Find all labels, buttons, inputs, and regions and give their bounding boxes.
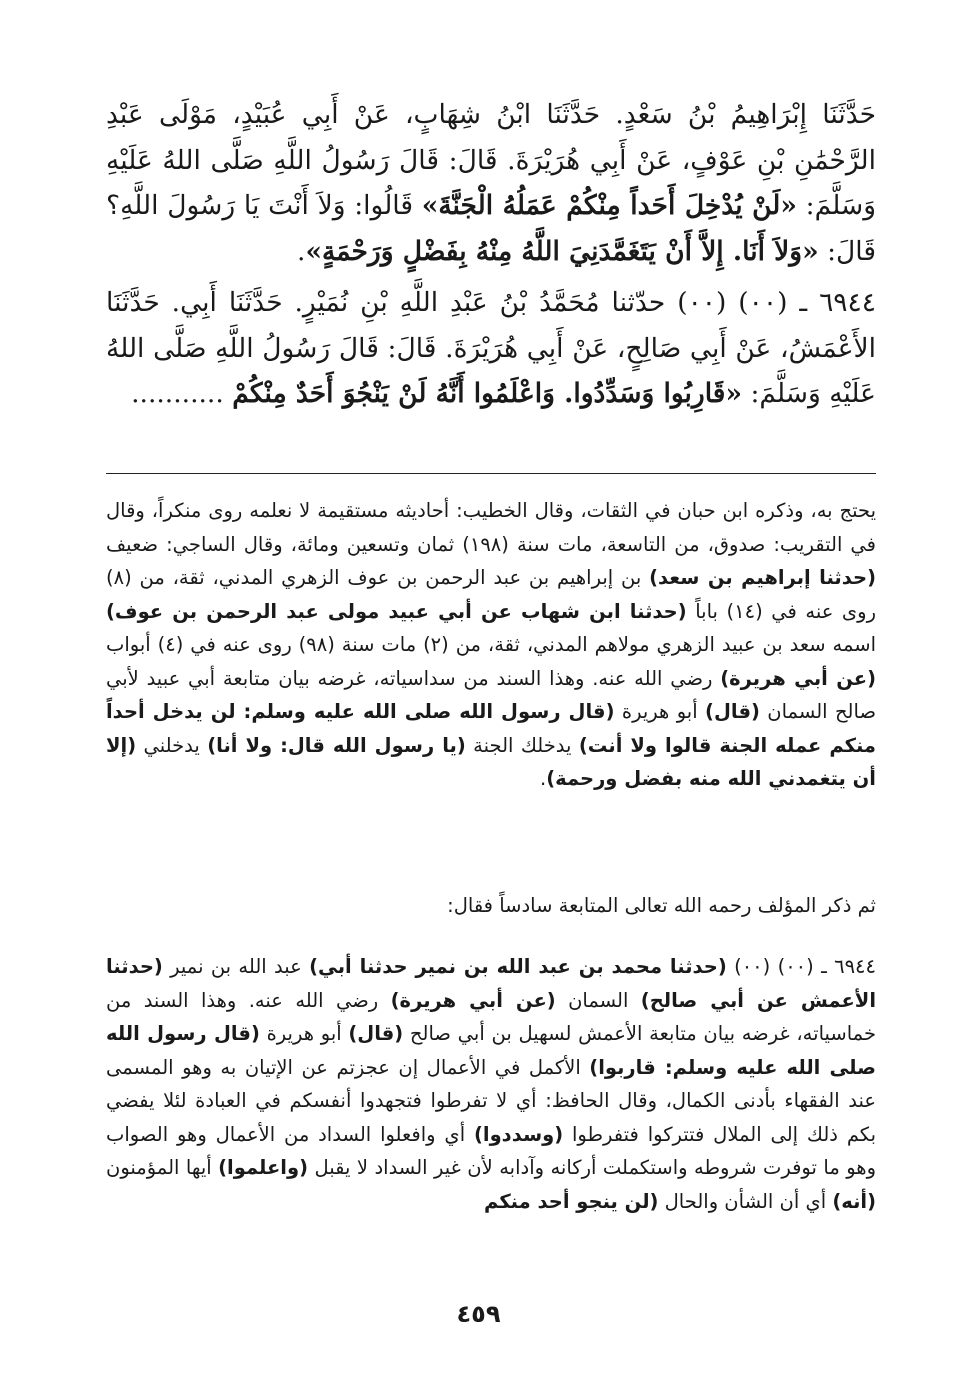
commentary-text: يدخلني [136, 733, 208, 757]
quoted-narration: (قال رسول الله صلى الله عليه وسلم: قاربوا) [106, 1022, 876, 1079]
commentary-text: أبو هريرة [259, 1022, 349, 1045]
quoted-narration: (واعلموا) [218, 1156, 309, 1179]
footnote-divider [106, 473, 876, 474]
commentary-paragraph [106, 889, 876, 923]
hadith-text-span: قَالُوا: وَلاَ أَنْتَ يَا رَسُولَ اللَّهِ؟ قَالَ: [106, 190, 876, 267]
quoted-narration: (لن ينجو أحد منكم [484, 1189, 659, 1213]
hadith-paragraph [106, 92, 876, 274]
section-intro: ثم ذكر المؤلف رحمه الله تعالى المتابعة سادساً فقال: [447, 894, 876, 917]
commentary-paragraph [106, 494, 876, 796]
quoted-narration: (حدثنا إبراهيم بن سعد) [649, 566, 876, 589]
commentary-text: أي وافعلوا السداد من الأعمال وهو الصواب وهو ما توفرت شروطه واستكملت أركانه وآدابه لأن غير السداد لا يقبل [106, 1122, 876, 1179]
commentary-text: بن إبراهيم بن عبد الرحمن بن عوف الزهري المدني، ثقة، من (٨) روى عنه في (١٤) باباً [106, 566, 876, 623]
quoted-narration: (قال رسول الله صلى الله عليه وسلم: لن يدخل أحداً منكم عمله الجنة قالوا ولا أنت) [106, 700, 876, 757]
hadith-paragraph [106, 280, 876, 417]
commentary-text: يحتج به، وذكره ابن حبان في الثقات، وقال الخطيب: أحاديثه مستقيمة لا نعلمه روى منكراً، وقال في التقريب: صدوق، من التاسعة، مات سنة (١٩٨) ثمان وتسعين ومائة، وقال الساجي: ضعيف [106, 499, 877, 556]
quoted-narration: (عن أبي هريرة) [390, 988, 556, 1012]
quoted-narration: (يا رسول الله قال: ولا أنا) [207, 733, 466, 757]
quoted-narration: (حدثنا الأعمش عن أبي صالح) [106, 955, 877, 1012]
commentary-text: أي أن الشأن والحال [658, 1189, 833, 1213]
commentary-text: أبو هريرة [614, 700, 706, 723]
quoted-narration: (حدثنا ابن شهاب عن أبي عبيد مولى عبد الرحمن بن عوف) [106, 599, 687, 623]
hadith-text-span: . [297, 235, 306, 267]
prophetic-quote: «لَنْ يُدْخِلَ أَحَداً مِنْكُمْ عَمَلُهُ الْجَنَّةَ» [421, 190, 797, 221]
prophetic-quote: «قَارِبُوا وَسَدِّدُوا. وَاعْلَمُوا أَنَّهُ لَنْ يَنْجُوَ أَحَدٌ مِنْكُمْ [232, 378, 743, 409]
commentary-text: عبد الله بن نمير [162, 955, 310, 978]
quoted-narration: (قال) [705, 700, 760, 723]
commentary-text: . [540, 767, 547, 790]
hadith-text-span: ٦٩٤٤ ـ (٠٠) (٠٠) حدّثنا مُحَمَّدُ بْنُ عَبْدِ اللَّهِ بْنِ نُمَيْرٍ. حَدَّثَنَا أَبِي. حَدَّثَنَا الأَعْمَشُ، عَنْ أَبِي صَالِحٍ، عَنْ أَبِي هُرَيْرَةَ. قَالَ: قَالَ رَسُولُ اللَّهِ صَلَّى اللهُ عَلَيْهِ وَسَلَّمَ: [106, 287, 876, 409]
commentary-text: رضي الله عنه. وهذا السند من خماسياته، غرضه بيان متابعة الأعمش لسهيل بن أبي صالح [106, 988, 877, 1045]
commentary-text: اسمه سعد بن عبيد الزهري مولاهم المدني، ثقة، من (٢) مات سنة (٩٨) روى عنه في (٤) أبواب [106, 633, 876, 656]
hadith-text [106, 92, 876, 423]
quoted-narration: (إلا أن يتغمدني الله منه بفضل ورحمة) [106, 733, 876, 790]
commentary-text: يدخلك الجنة [465, 733, 579, 757]
prophetic-quote: «وَلاَ أَنَا. إِلاَّ أَنْ يَتَغَمَّدَنِيَ اللَّهُ مِنْهُ بِفَضْلٍ وَرَحْمَةٍ» [305, 235, 819, 267]
commentary-paragraph [106, 950, 876, 1218]
commentary-text: الأكمل في الأعمال إن عجزتم عن الإتيان به وهو المسمى عند الفقهاء بأدنى الكمال، وقال الحافظ: أي لا تفرطوا فتجهدوا أنفسكم في العبادة لئلا يفضي بكم ذلك إلى الملال فتتركوا فتفرطوا [106, 1055, 877, 1146]
page-number: ٤٥٩ [456, 1300, 501, 1328]
commentary-text: السمان [555, 988, 641, 1012]
commentary-text: ٦٩٤٤ ـ (٠٠) (٠٠) [726, 955, 877, 978]
commentary-text: رضي الله عنه. وهذا السند من سداسياته، غرضه بيان متابعة أبي عبيد لأبي صالح السمان [106, 666, 877, 723]
commentary-text: أيها المؤمنون [106, 1156, 219, 1179]
quoted-narration: (قال) [348, 1022, 404, 1045]
quoted-narration: (حدثنا محمد بن عبد الله بن نمير حدثنا أبي) [309, 955, 727, 978]
continuation-dots: ........... [131, 378, 233, 409]
quoted-narration: (أنه) [832, 1189, 876, 1213]
hadith-text-span: حَدَّثَنَا إِبْرَاهِيمُ بْنُ سَعْدٍ. حَدَّثَنَا ابْنُ شِهَابٍ، عَنْ أَبِي عُبَيْدٍ، مَوْلَى عَبْدِ الرَّحْمَٰنِ بْنِ عَوْفٍ، عَنْ أَبِي هُرَيْرَةَ. قَالَ: قَالَ رَسُولُ اللَّهِ صَلَّى اللهُ عَلَيْهِ وَسَلَّمَ: [106, 99, 877, 221]
quoted-narration: (عن أبي هريرة) [720, 666, 876, 690]
quoted-narration: (وسددوا) [473, 1122, 564, 1146]
